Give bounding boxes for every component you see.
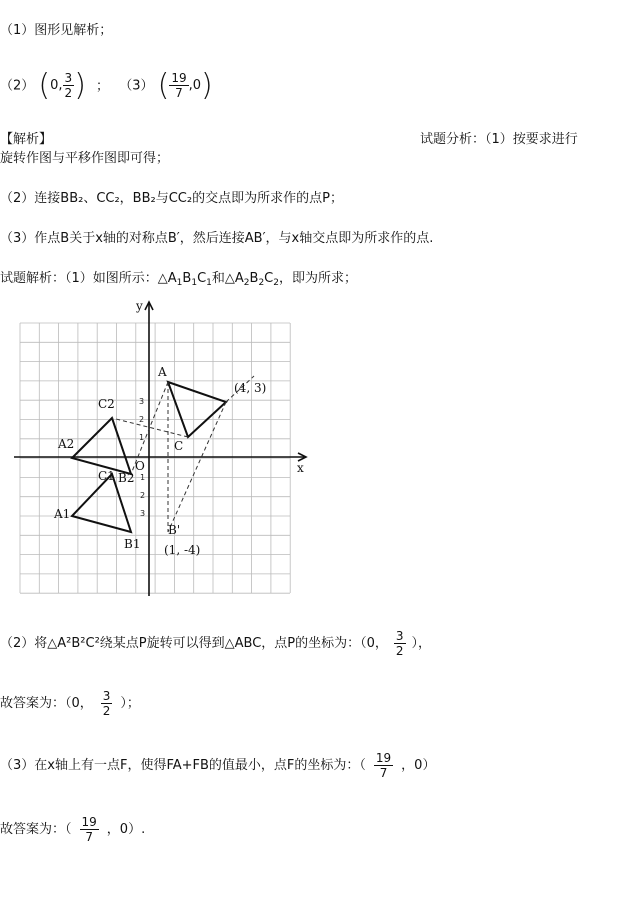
ans3-numerator: 19 [81, 815, 97, 829]
answer-2-label: （2） [0, 78, 35, 94]
q3-fraction [374, 751, 393, 780]
ans2-text: 故答案为：（0， [0, 696, 93, 711]
tick-minus-2: 2 [140, 491, 146, 500]
q3-numerator: 19 [375, 751, 392, 765]
answer-line-1: （1）图形见解析； [0, 23, 113, 38]
label-B1: B1 [124, 537, 141, 551]
answer-3-fraction [169, 71, 188, 100]
tick-2: 2 [139, 415, 145, 424]
sol-prefix: 试题解析：（1）如图所示：△A [0, 271, 177, 286]
answer-2-numerator: 3 [64, 71, 73, 85]
sol-b2: B [249, 271, 259, 286]
answer-3-label: （3） [119, 78, 154, 94]
answer-2 [0, 684, 140, 724]
answer-3-y: ,0 [188, 78, 202, 93]
answer-3-numerator: 19 [171, 71, 187, 85]
label-B-prime: B' [168, 523, 181, 537]
answer-3-denominator: 7 [169, 85, 188, 100]
sol-and: 和△A [211, 271, 244, 286]
sub: 2 [273, 278, 279, 288]
ans2-numerator: 3 [102, 689, 111, 703]
sub: 2 [243, 278, 250, 288]
q3-denominator: 7 [374, 765, 393, 780]
sub: 1 [206, 278, 212, 288]
label-O: O [135, 459, 145, 473]
right-paren-icon: ) [74, 68, 86, 103]
answer-2-fraction [63, 71, 75, 100]
left-paren-icon: ( [38, 68, 51, 103]
q2-suffix: ）， [411, 636, 432, 651]
label-B2: B2 [118, 471, 135, 485]
answer-separator: ； [96, 78, 110, 94]
q3-text: （3）在x轴上有一点F，使得FA+FB的值最小，点F的坐标为：（ [0, 758, 366, 773]
q2-fraction [394, 629, 406, 658]
left-paren-icon: ( [157, 68, 170, 103]
q2-text: （2）将△A²B²C²绕某点P旋转可以得到△ABC，点P的坐标为：（0， [0, 636, 388, 651]
triangle-a2b2c2 [72, 418, 131, 474]
sol-tail: ，即为所求； [278, 271, 357, 286]
sub: 2 [258, 278, 265, 288]
label-A2: A2 [58, 437, 75, 451]
sol-c: C [197, 271, 207, 286]
analysis-continuation: 旋转作图与平移作图即可得； [0, 151, 170, 166]
ans3-text: 故答案为：（ [0, 822, 72, 837]
answer-2-x: 0, [50, 78, 63, 93]
answer-line-2 [0, 64, 213, 109]
answer-2-point [50, 64, 74, 108]
tick-1: 1 [139, 433, 145, 442]
ans2-denominator: 2 [102, 704, 111, 718]
sol-b: B [182, 271, 192, 286]
dashed-ab-prime [168, 402, 226, 532]
label-A1: A1 [54, 507, 71, 521]
answer-2-denominator: 2 [64, 86, 73, 100]
question-3 [0, 746, 435, 786]
label-y: y [136, 299, 143, 313]
answer-3-point [169, 64, 201, 108]
sub: 1 [191, 278, 198, 288]
analysis-heading: 试题分析：（1）按要求进行 [420, 132, 578, 147]
dashed-cc2 [112, 418, 188, 437]
label-x: x [297, 461, 304, 475]
coordinate-figure [14, 296, 314, 601]
label-C2: C2 [98, 397, 115, 411]
ans2-fraction [101, 689, 113, 718]
analysis-step-2: （2）连接BB₂、CC₂，BB₂与CC₂的交点即为所求作的点P； [0, 191, 343, 206]
solution-line [0, 270, 357, 292]
sol-c2: C [264, 271, 274, 286]
ans3-fraction [80, 815, 99, 844]
question-2 [0, 624, 431, 664]
label-C: C [174, 439, 184, 453]
right-paren-icon: ) [201, 68, 213, 103]
jiexi-heading: 【解析】 [0, 132, 53, 147]
label-C1: C1 [98, 469, 115, 483]
label-point-1-minus-4: (1, -4) [164, 543, 201, 557]
ans3-suffix: ，0）. [106, 822, 146, 837]
analysis-step-3: （3）作点B关于x轴的对称点B′，然后连接AB′，与x轴交点即为所求作的点. [0, 231, 434, 246]
q3-suffix: ，0） [401, 758, 436, 773]
triangle-abc [168, 382, 226, 437]
label-A: A [158, 365, 167, 379]
grid [20, 323, 290, 593]
ans3-denominator: 7 [80, 829, 99, 844]
q2-numerator: 3 [395, 629, 404, 643]
answer-3 [0, 810, 145, 850]
q2-denominator: 2 [395, 644, 404, 658]
sub: 1 [176, 278, 183, 288]
label-point-4-3: (4, 3) [234, 381, 267, 395]
tick-minus-1: 1 [140, 473, 146, 482]
tick-3: 3 [139, 397, 145, 406]
tick-minus-3: 3 [140, 509, 146, 518]
ans2-suffix: ）； [120, 696, 140, 711]
